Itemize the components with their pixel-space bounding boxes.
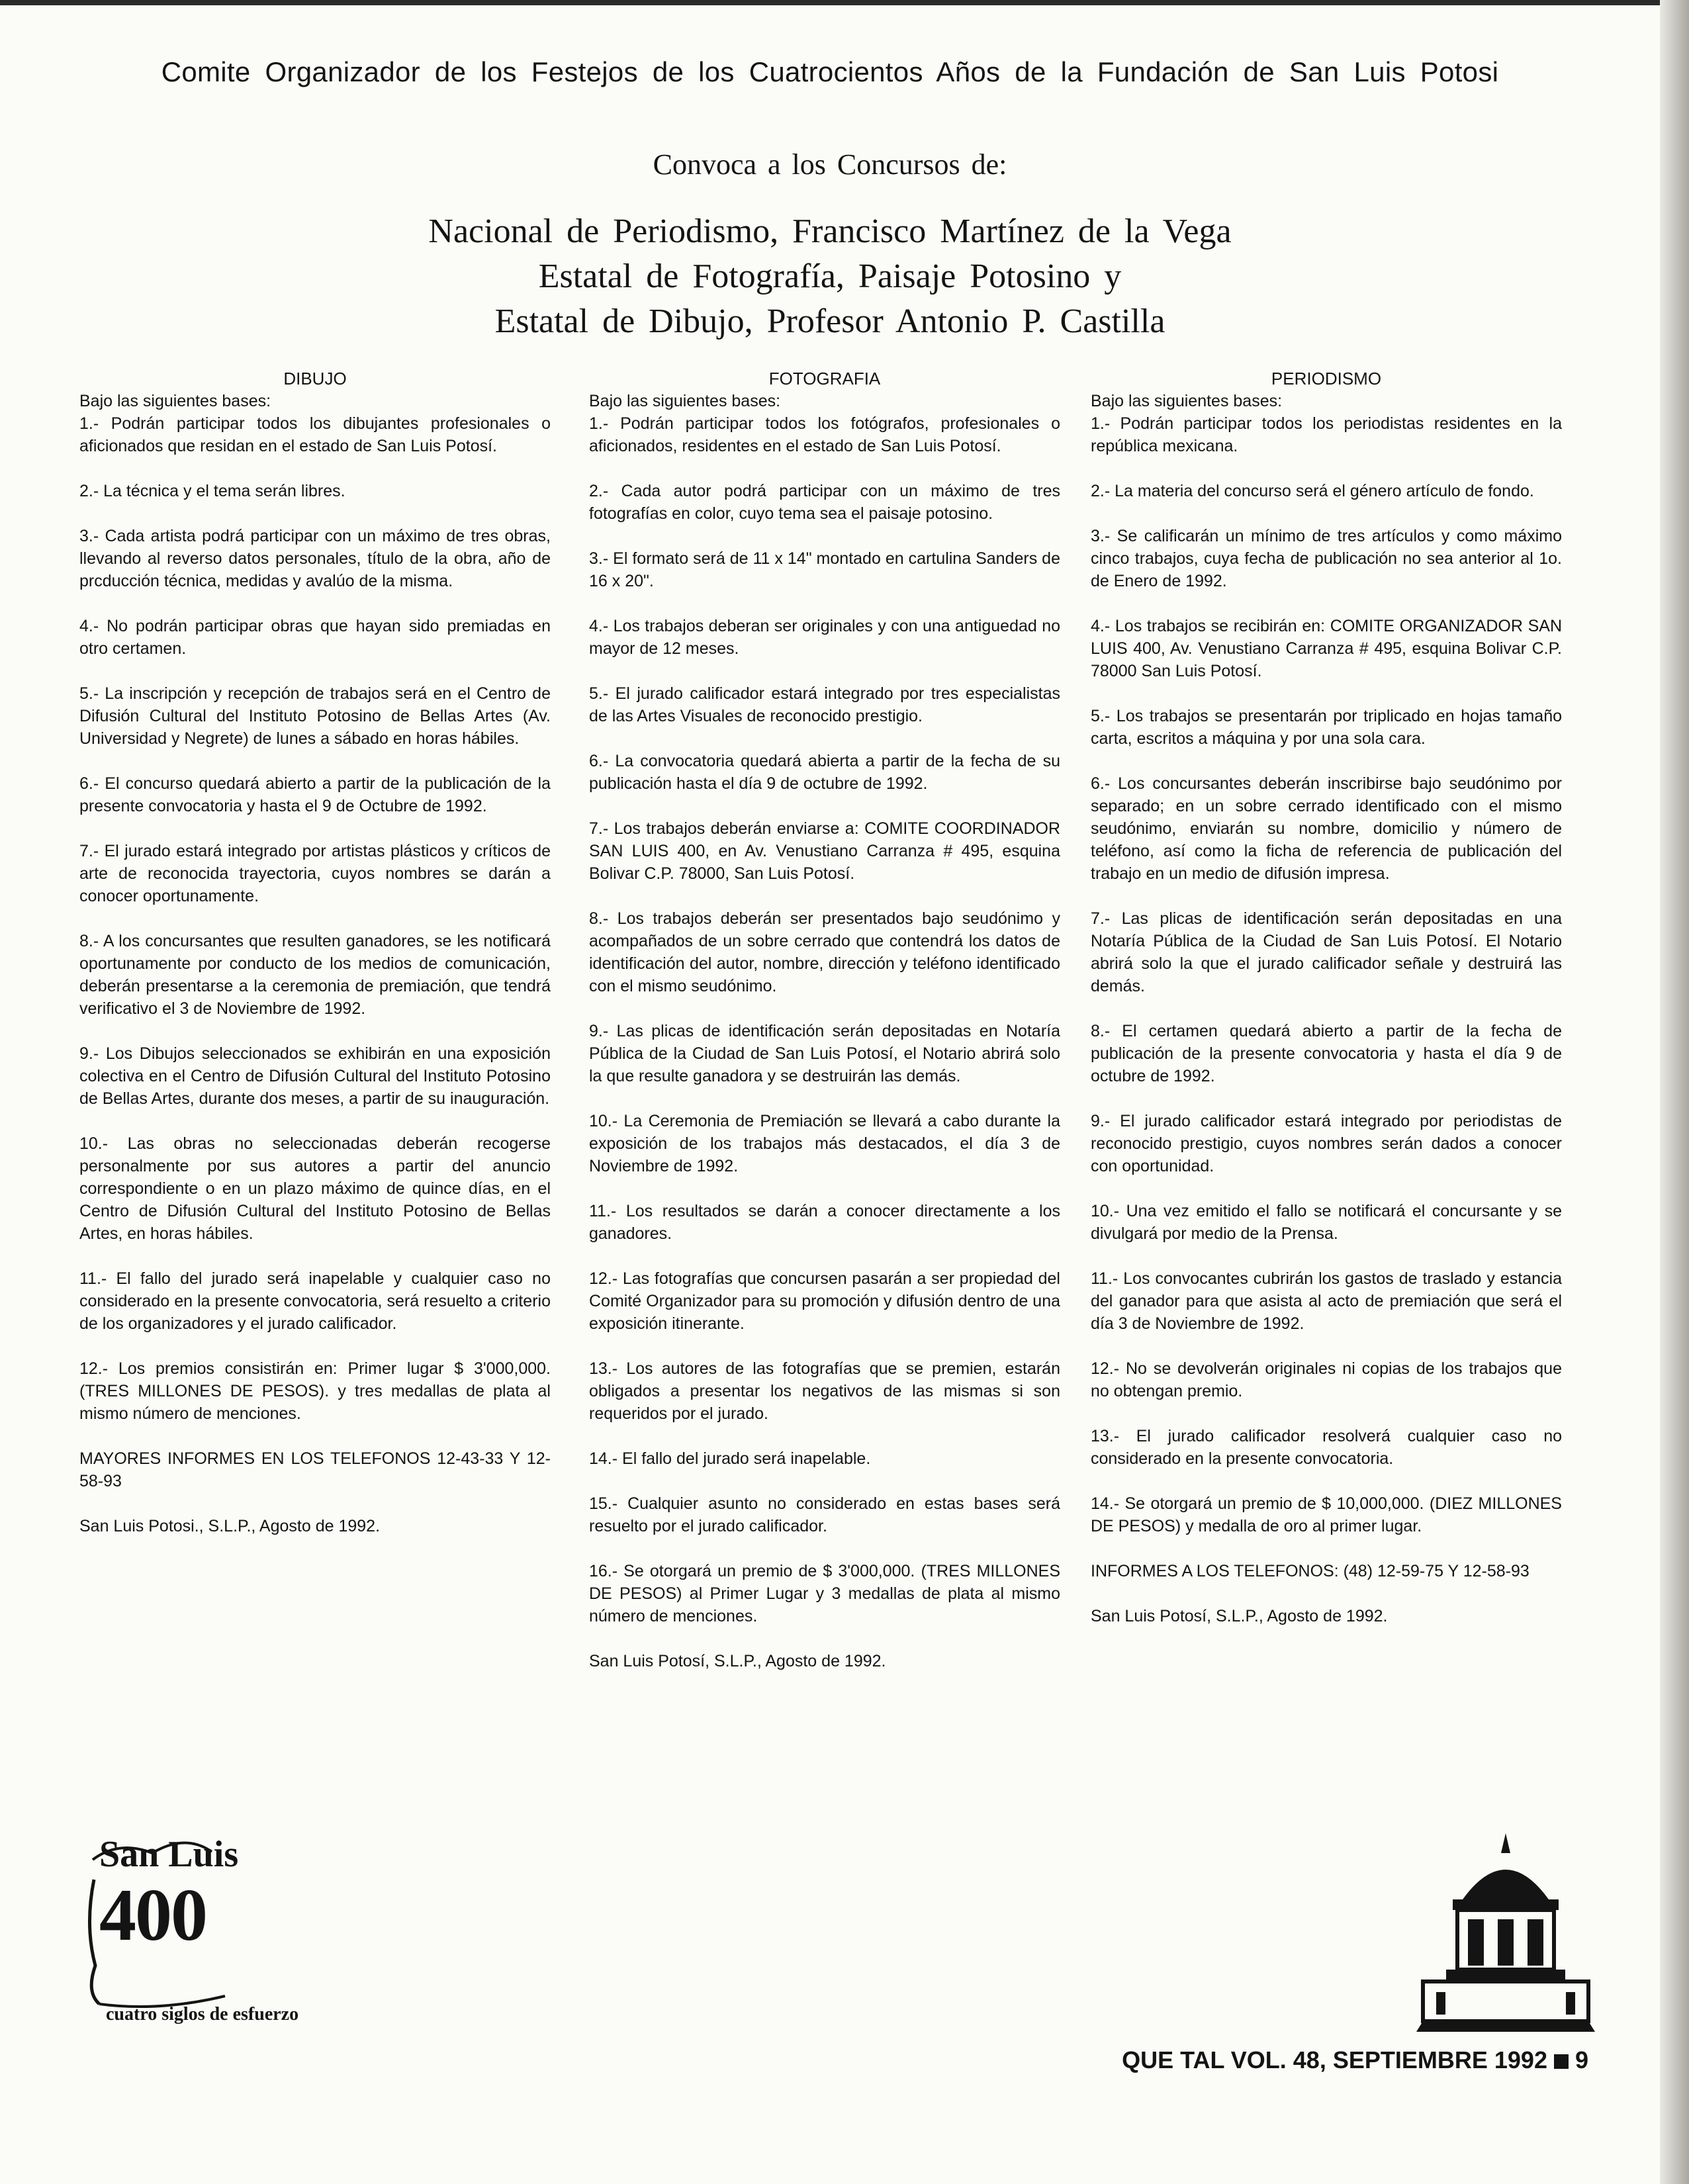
base-item: 8.- El certamen quedará abierto a partir de la fecha de publicación de la presente convocatoria y hasta el día 9 de octubre de 1992.: [1091, 1022, 1562, 1085]
base-item: 11.- Los convocantes cubrirán los gastos de traslado y estancia del ganador para que asista al acto de premiación que será el día 3 de Noviembre de 1992.: [1091, 1269, 1562, 1333]
base-item: 5.- La inscripción y recepción de trabajos será en el Centro de Difusión Cultural del Instituto Potosino de Bellas Artes (Av. Universidad y Negrete) de lunes a sábado en horas hábiles.: [79, 684, 551, 748]
base-item: 11.- El fallo del jurado será inapelable y cualquier caso no considerado en la presente convocatoria, será resuelto a criterio de los organizadores y el jurado calificador.: [79, 1269, 551, 1333]
column-intro: Bajo las siguientes bases:: [589, 392, 781, 410]
base-item: 6.- La convocatoria quedará abierta a partir de la fecha de su publicación hasta el día 9 de octubre de 1992.: [589, 752, 1060, 793]
phone-info: MAYORES INFORMES EN LOS TELEFONOS 12-43-33 Y 12-58-93: [79, 1449, 551, 1490]
logo-name: San Luis: [99, 1834, 239, 1875]
base-item: 7.- El jurado estará integrado por artistas plásticos y críticos de arte de reconocida trayectoria, cuyos nombres se darán a conocer oportunamente.: [79, 842, 551, 905]
column-intro: Bajo las siguientes bases:: [79, 392, 271, 410]
column-title: DIBUJO: [283, 369, 347, 388]
page-footer: [1085, 2046, 1588, 2074]
top-border: [0, 0, 1660, 5]
san-luis-400-logo: [79, 1833, 318, 2025]
base-item: 10.- La Ceremonia de Premiación se llevará a cabo durante la exposición de los trabajos más destacados, el día 3 de Noviembre de 1992.: [589, 1112, 1060, 1175]
base-item: 4.- Los trabajos deberan ser originales y con una antiguedad no mayor de 12 meses.: [589, 617, 1060, 658]
base-item: 13.- Los autores de las fotografías que se premien, estarán obligados a presentar los negativos de las mismas si son requeridos por el jurado.: [589, 1359, 1060, 1423]
base-item: 2.- La técnica y el tema serán libres.: [79, 482, 345, 500]
monument-icon: [1416, 1827, 1595, 2032]
date-line: San Luis Potosí, S.L.P., Agosto de 1992.: [589, 1652, 886, 1670]
organizer-title: Comite Organizador de los Festejos de los Cuatrocientos Años de la Fundación de San Luis Potosi: [161, 56, 1499, 87]
base-item: 10.- Las obras no seleccionadas deberán recogerse personalmente por sus autores a partir del anuncio correspondiente o en un plazo máximo de quince días, en el Centro de Difusión Cultural del Instituto Potosino de Bellas Artes, en horas hábiles.: [79, 1134, 551, 1243]
base-item: 6.- El concurso quedará abierto a partir de la publicación de la presente convocatoria y hasta el 9 de Octubre de 1992.: [79, 774, 551, 815]
contest-periodismo: Nacional de Periodismo, Francisco Martínez de la Vega: [428, 212, 1232, 250]
base-item: 12.- No se devolverán originales ni copias de los trabajos que no obtengan premio.: [1091, 1359, 1562, 1400]
base-item: 1.- Podrán participar todos los fotógrafos, profesionales o aficionados, residentes en el estado de San Luis Potosí.: [589, 414, 1060, 455]
convoca-line: Convoca a los Concursos de:: [653, 148, 1007, 181]
base-item: 13.- El jurado calificador resolverá cualquier caso no considerado en la presente convocatoria.: [1091, 1427, 1562, 1468]
base-item: 14.- El fallo del jurado será inapelable.: [589, 1449, 871, 1468]
logo-tagline: cuatro siglos de esfuerzo: [106, 2004, 299, 2025]
base-item: 3.- El formato será de 11 x 14" montado en cartulina Sanders de 16 x 20".: [589, 549, 1060, 590]
base-item: 6.- Los concursantes deberán inscribirse bajo seudónimo por separado; en un sobre cerrado identificado con el mismo seudónimo, enviarán su nombre, domicilio y número de teléfono, así como la ficha de referencia de publicación del trabajo en un medio de difusión impresa.: [1091, 774, 1562, 883]
square-bullet-icon: [1554, 2054, 1569, 2069]
base-item: 14.- Se otorgará un premio de $ 10,000,000. (DIEZ MILLONES DE PESOS) y medalla de oro al primer lugar.: [1091, 1494, 1562, 1535]
base-item: 16.- Se otorgará un premio de $ 3'000,000. (TRES MILLONES DE PESOS) al Primer Lugar y 3 medallas de plata al mismo número de menciones.: [589, 1562, 1060, 1625]
base-item: 9.- El jurado calificador estará integrado por periodistas de reconocido prestigio, cuyos nombres serán dados a conocer con oportunidad.: [1091, 1112, 1562, 1175]
base-item: 9.- Los Dibujos seleccionados se exhibirán en una exposición colectiva en el Centro de Difusión Cultural del Instituto Potosino de Bellas Artes, durante dos meses, a partir de su inauguración.: [79, 1044, 551, 1108]
page-number: 9: [1575, 2046, 1588, 2073]
base-item: 11.- Los resultados se darán a conocer directamente a los ganadores.: [589, 1202, 1060, 1243]
date-line: San Luis Potosí, S.L.P., Agosto de 1992.: [1091, 1607, 1388, 1625]
base-item: 1.- Podrán participar todos los periodistas residentes en la república mexicana.: [1091, 414, 1562, 455]
base-item: 12.- Los premios consistirán en: Primer lugar $ 3'000,000. (TRES MILLONES DE PESOS). y tres medallas de plata al mismo número de menciones.: [79, 1359, 551, 1423]
base-item: 5.- Los trabajos se presentarán por triplicado en hojas tamaño carta, escritos a máquina y por una sola cara.: [1091, 707, 1562, 748]
base-item: 4.- Los trabajos se recibirán en: COMITE ORGANIZADOR SAN LUIS 400, Av. Venustiano Carranza # 495, esquina Bolivar C.P. 78000 San Luis Potosí.: [1091, 617, 1562, 680]
date-line: San Luis Potosi., S.L.P., Agosto de 1992.: [79, 1517, 381, 1535]
base-item: 2.- La materia del concurso será el género artículo de fondo.: [1091, 482, 1534, 500]
base-item: 8.- A los concursantes que resulten ganadores, se les notificará oportunamente por conducto de los medios de comunicación, deberán presentarse a la ceremonia de premiación, que tendrá verificativo el 3 de Noviembre de 1992.: [79, 932, 551, 1018]
base-item: 5.- El jurado calificador estará integrado por tres especialistas de las Artes Visuales de reconocido prestigio.: [589, 684, 1060, 725]
column-title: PERIODISMO: [1271, 369, 1382, 388]
item-list: [589, 412, 1060, 1627]
base-item: 10.- Una vez emitido el fallo se notificará el concursante y se divulgará por medio de la Prensa.: [1091, 1202, 1562, 1243]
logo-number: 400: [99, 1874, 206, 1956]
column-title: FOTOGRAFIA: [768, 369, 881, 388]
contest-dibujo: Estatal de Dibujo, Profesor Antonio P. Castilla: [494, 302, 1165, 340]
column-dibujo: [79, 367, 551, 1537]
column-periodismo: [1091, 367, 1562, 1627]
base-item: 4.- No podrán participar obras que hayan sido premiadas en otro certamen.: [79, 617, 551, 658]
item-list: [79, 412, 551, 1425]
base-item: 8.- Los trabajos deberán ser presentados bajo seudónimo y acompañados de un sobre cerrado que contendrá los datos de identificación del autor, nombre, dirección y teléfono identificado con el mismo seudónimo.: [589, 909, 1060, 995]
base-item: 7.- Las plicas de identificación serán depositadas en una Notaría Pública de la Ciudad de San Luis Potosí. El Notario abrirá solo la que el jurado calificador señale y destruirá las demás.: [1091, 909, 1562, 995]
page-edge: [1660, 0, 1689, 2184]
footer-text: QUE TAL VOL. 48, SEPTIEMBRE 1992: [1122, 2046, 1547, 2073]
header: [0, 56, 1660, 344]
contest-fotografia: Estatal de Fotografía, Paisaje Potosino y: [538, 257, 1122, 295]
column-fotografia: [589, 367, 1060, 1672]
base-item: 3.- Se calificarán un mínimo de tres artículos y como máximo cinco trabajos, cuya fecha de publicación no sea anterior al 1o. de Enero de 1992.: [1091, 527, 1562, 590]
base-item: 9.- Las plicas de identificación serán depositadas en Notaría Pública de la Ciudad de San Luis Potosí, el Notario abrirá solo la que resulte ganadora y se destruirán las demás.: [589, 1022, 1060, 1085]
base-item: 15.- Cualquier asunto no considerado en estas bases será resuelto por el jurado calificador.: [589, 1494, 1060, 1535]
base-item: 1.- Podrán participar todos los dibujantes profesionales o aficionados que residan en el estado de San Luis Potosí.: [79, 414, 551, 455]
base-item: 7.- Los trabajos deberán enviarse a: COMITE COORDINADOR SAN LUIS 400, en Av. Venustiano Carranza # 495, esquina Bolivar C.P. 78000, San Luis Potosí.: [589, 819, 1060, 883]
base-item: 3.- Cada artista podrá participar con un máximo de tres obras, llevando al reverso datos personales, título de la obra, año de prcducción técnica, medidas y avalúo de la misma.: [79, 527, 551, 590]
item-list: [1091, 412, 1562, 1537]
base-item: 2.- Cada autor podrá participar con un máximo de tres fotografías en color, cuyo tema sea el paisaje potosino.: [589, 482, 1060, 523]
base-item: 12.- Las fotografías que concursen pasarán a ser propiedad del Comité Organizador para su promoción y difusión dentro de una exposición itinerante.: [589, 1269, 1060, 1333]
phone-info: INFORMES A LOS TELEFONOS: (48) 12-59-75 Y 12-58-93: [1091, 1562, 1529, 1580]
column-intro: Bajo las siguientes bases:: [1091, 392, 1283, 410]
